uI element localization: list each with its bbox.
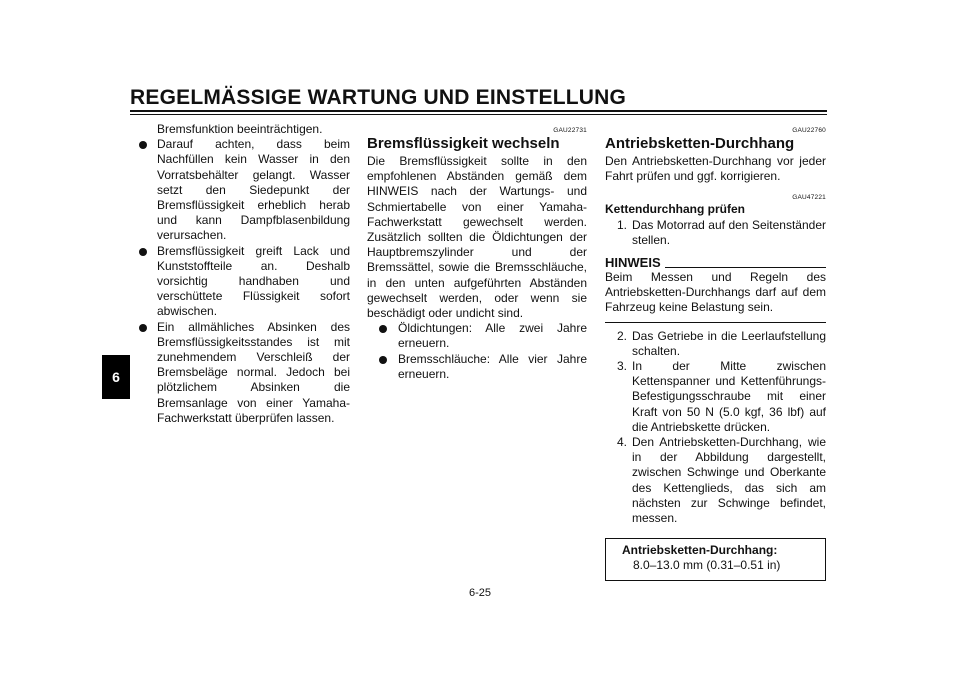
- step-item: 1. Das Motorrad auf den Seitenständer stellen.: [617, 217, 826, 247]
- step-item: 3. In der Mitte zwischen Kettenspanner und Kettenführungs-Befestigungsschraube mit einer Kraft von 50 N (5.0 kgf, 36 lbf) auf die Antriebskette drücken.: [617, 359, 826, 434]
- bullet-item: Öldichtungen: Alle zwei Jahre erneuern.: [376, 321, 587, 351]
- page-number: 6-25: [468, 587, 492, 599]
- bullet-icon: [379, 356, 387, 364]
- note-label: HINWEIS: [605, 255, 661, 271]
- body-text: Die Bremsflüssigkeit sollte in den empfohlenen Abständen gemäß dem HINWEIS nach der Wartungs- und Schmiertabelle von einer Yamaha-Fachwerkstatt gewechselt werden. Zusätzlich sollten die Öldichtungen der Hauptbremszylinder und der Bremssättel, sowie die Bremsschläuche, in den unten aufgeführten Abständen gewechselt werden, oder wenn sie beschädigt oder undicht sind.: [367, 154, 587, 321]
- chapter-tab: 6: [102, 355, 130, 399]
- bullet-icon: [379, 325, 387, 333]
- step-item: 2. Das Getriebe in die Leerlaufstellung schalten.: [617, 328, 826, 358]
- page-title: REGELMÄSSIGE WARTUNG UND EINSTELLUNG: [130, 86, 627, 109]
- column-left: [135, 122, 350, 426]
- bullet-item: Darauf achten, dass beim Nachfüllen kein Wasser in den Vorratsbehälter gelangt. Wasser setzt den Siedepunkt der Bremsflüssigkeit erheblich herab und kann Dampfblasenbildung verursachen.: [135, 137, 350, 243]
- bullet-icon: [139, 141, 147, 149]
- title-rule-thin: [130, 114, 827, 115]
- section-code: GAU47221: [792, 194, 826, 202]
- spec-box: [605, 538, 826, 580]
- bullet-item: Bremsschläuche: Alle vier Jahre erneuern.: [376, 352, 587, 382]
- section-heading: Bremsflüssigkeit wechseln: [367, 135, 560, 152]
- continued-text: Bremsfunktion beeinträchtigen.: [157, 122, 323, 136]
- column-right: [605, 122, 826, 581]
- subsection-heading: Kettendurchhang prüfen: [605, 202, 745, 217]
- spec-value: 8.0–13.0 mm (0.31–0.51 in): [633, 558, 781, 573]
- intro-text: Den Antriebsketten-Durchhang vor jeder Fahrt prüfen und ggf. korrigieren.: [605, 154, 826, 184]
- note-text: Beim Messen und Regeln des Antriebsketten-Durchhangs darf auf dem Fahrzeug keine Belastung sein.: [605, 270, 826, 323]
- bullet-item: Bremsflüssigkeit greift Lack und Kunststoffteile an. Deshalb vorsichtig handhaben und verschüttete Flüssigkeit sofort abwischen.: [135, 244, 350, 320]
- title-rule-thick: [130, 110, 827, 112]
- step-item: 4. Den Antriebsketten-Durchhang, wie in der Abbildung dargestellt, zwischen Schwinge und Oberkante des Kettenglieds, das sich am nächsten zur Schwinge befindet, messen.: [617, 435, 826, 526]
- section-heading: Antriebsketten-Durchhang: [605, 135, 795, 152]
- bullet-item: Ein allmähliches Absinken des Bremsflüssigkeitsstandes ist mit zunehmendem Verschleiß der Bremsbeläge normal. Jedoch bei plötzlichem Absinken die Bremsanlage von einer Yamaha-Fachwerkstatt überprüfen lassen.: [135, 320, 350, 426]
- section-code: GAU22731: [553, 127, 587, 134]
- note-header: [605, 256, 826, 270]
- note-rule: [665, 267, 826, 268]
- bullet-icon: [139, 248, 147, 256]
- section-code: GAU22760: [792, 127, 826, 134]
- spec-label: Antriebsketten-Durchhang:: [622, 543, 778, 558]
- column-middle: [367, 122, 587, 382]
- bullet-icon: [139, 324, 147, 332]
